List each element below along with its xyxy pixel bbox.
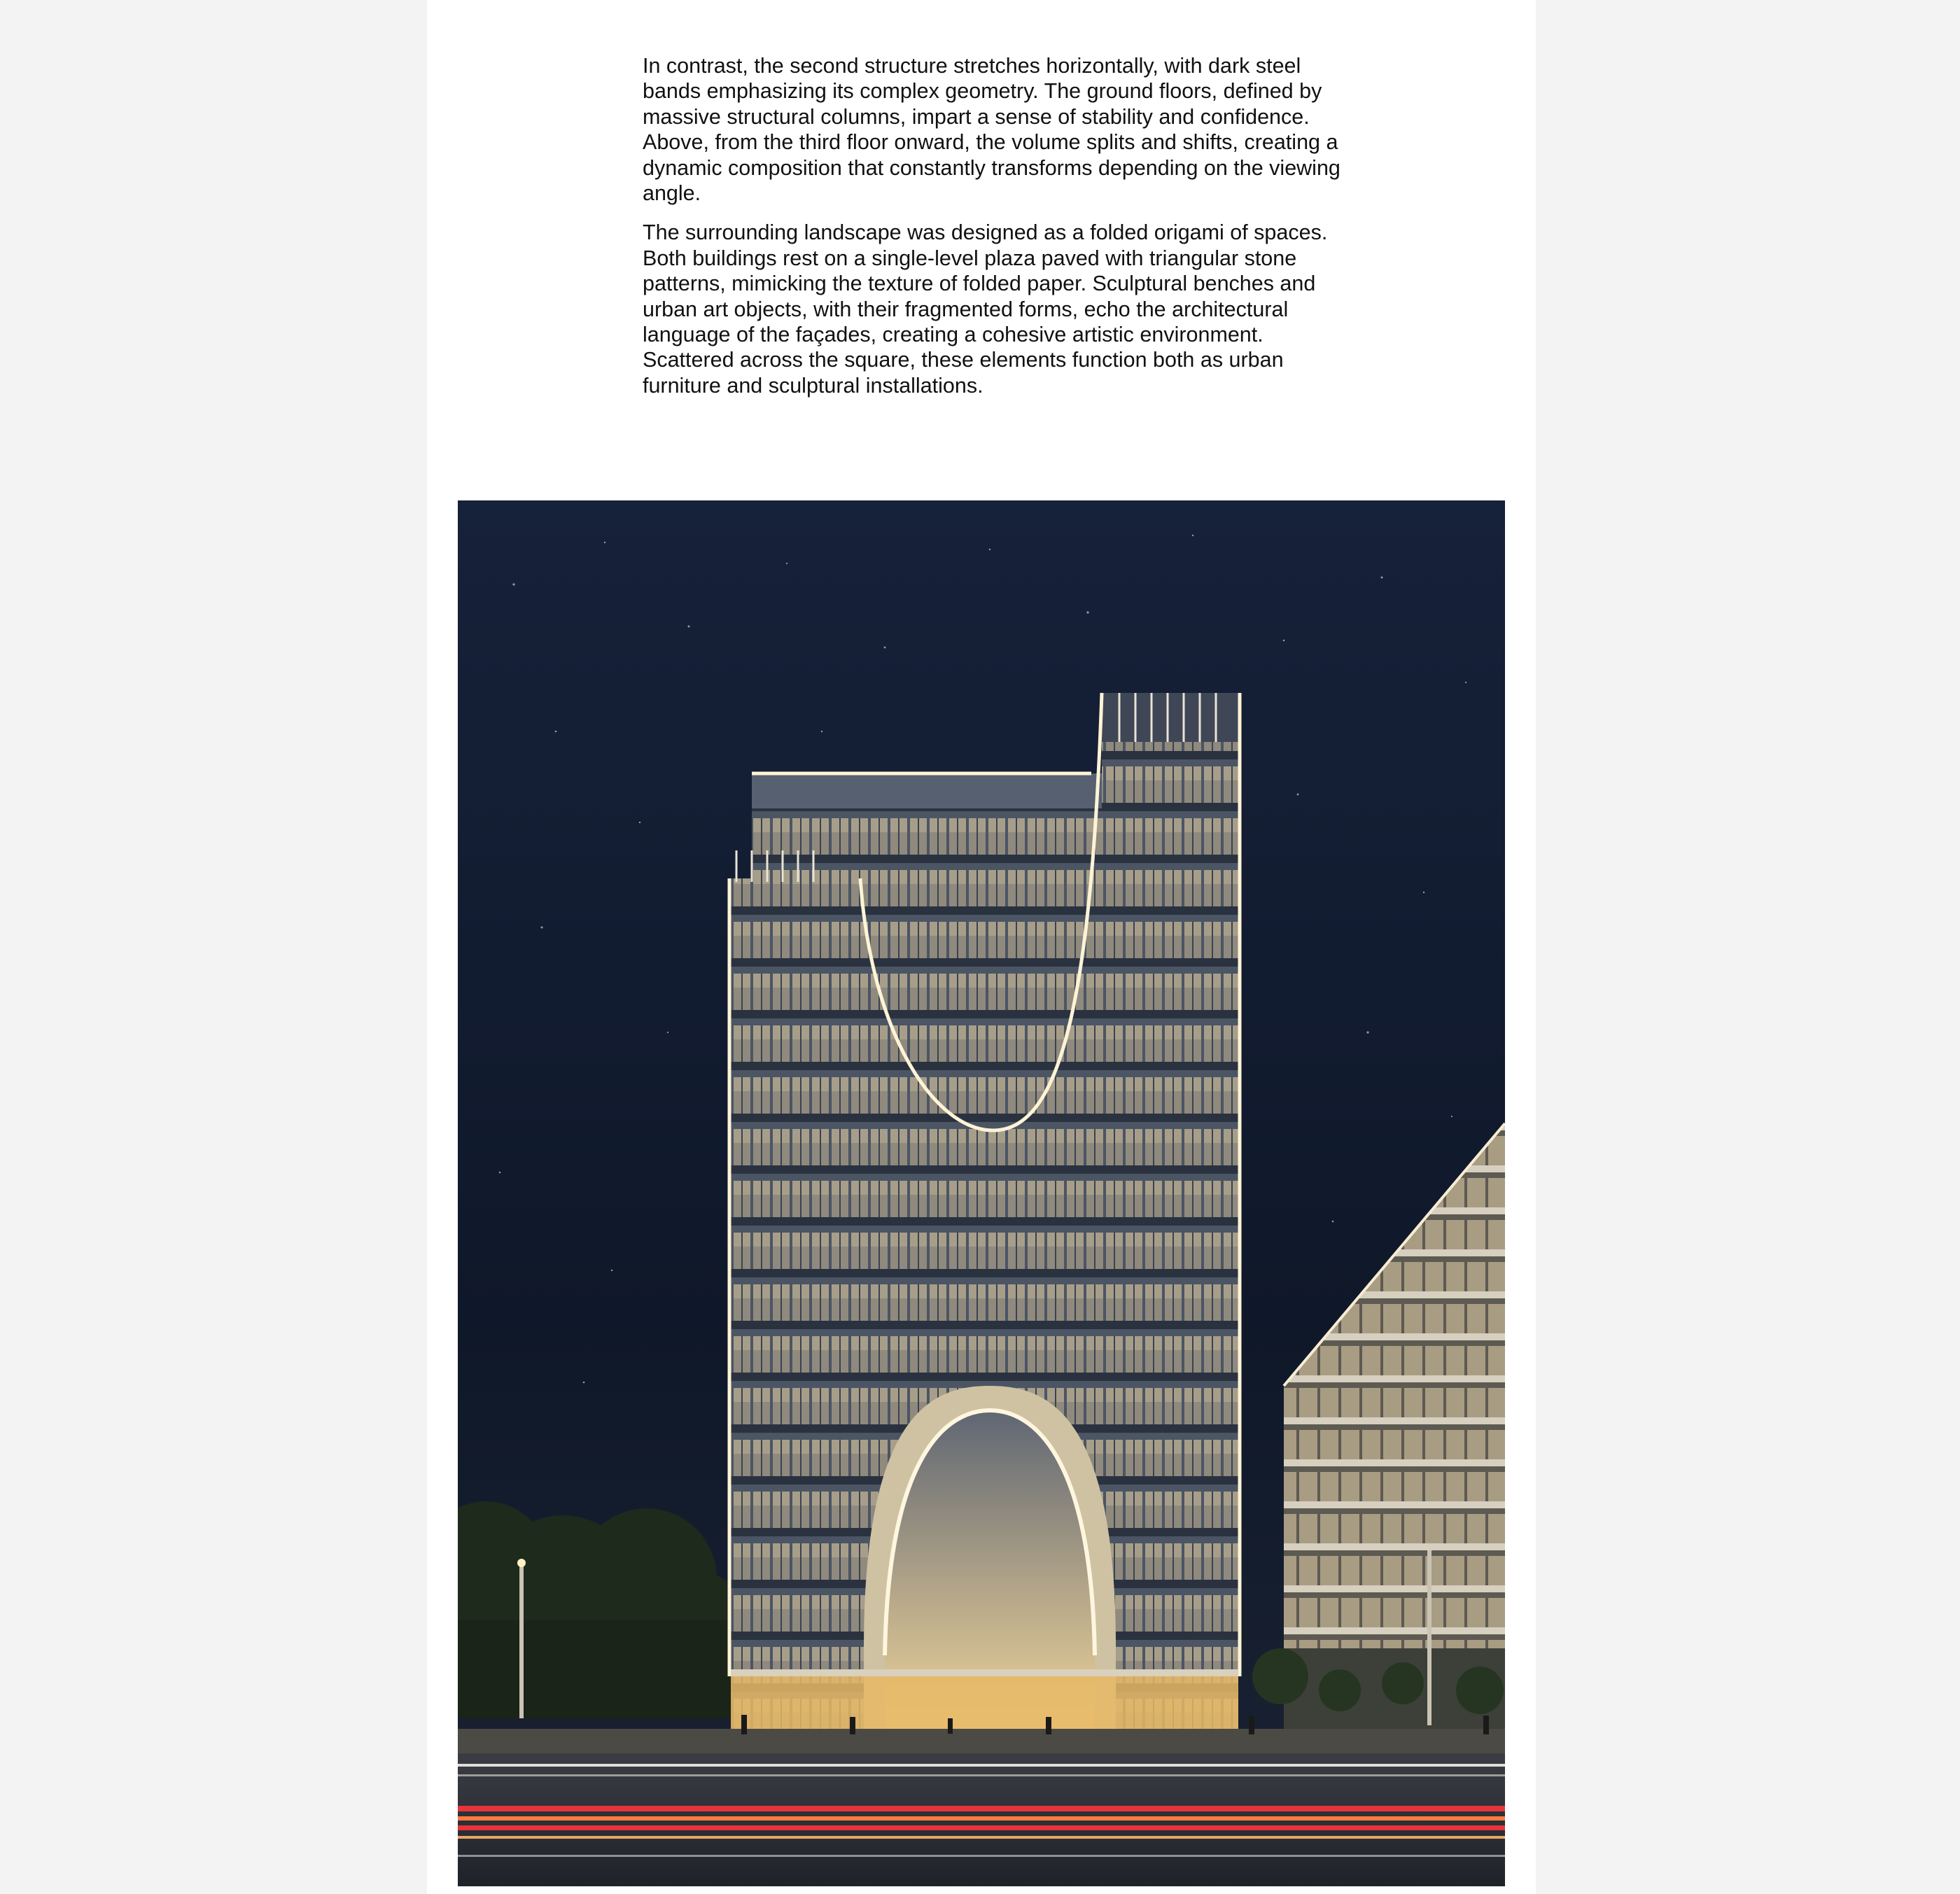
article-text [643,53,1343,412]
paragraph-1: In contrast, the second structure stretches horizontally, with dark steel bands emphasizing its complex geometry. The ground floors, defined by massive structural columns, impart a sense of stability and confidence. Above, from the third floor onward, the volume splits and shifts, creating a dynamic composition that constantly transforms depending on the viewing angle. [643,54,1340,206]
main-tower [729,693,1240,1732]
paragraph-2: The surrounding landscape was designed as a folded origami of spaces. Both buildings rest on a single-level plaza paved with triangular stone patterns, mimicking the texture of folded paper. Sculptural benches and urban art objects, with their fragmented forms, echo the architectural language of the façades, creating a cohesive artistic environment. Scattered across the square, these elements function both as urban furniture and sculptural installations. [643,220,1328,398]
article-page [427,0,1536,1894]
tower-illustration [458,500,1505,1886]
plaza [458,1729,1505,1753]
night-rendering-image [458,500,1505,1886]
street-lamp-right [1427,1550,1432,1725]
street-lamp-left [519,1564,524,1718]
